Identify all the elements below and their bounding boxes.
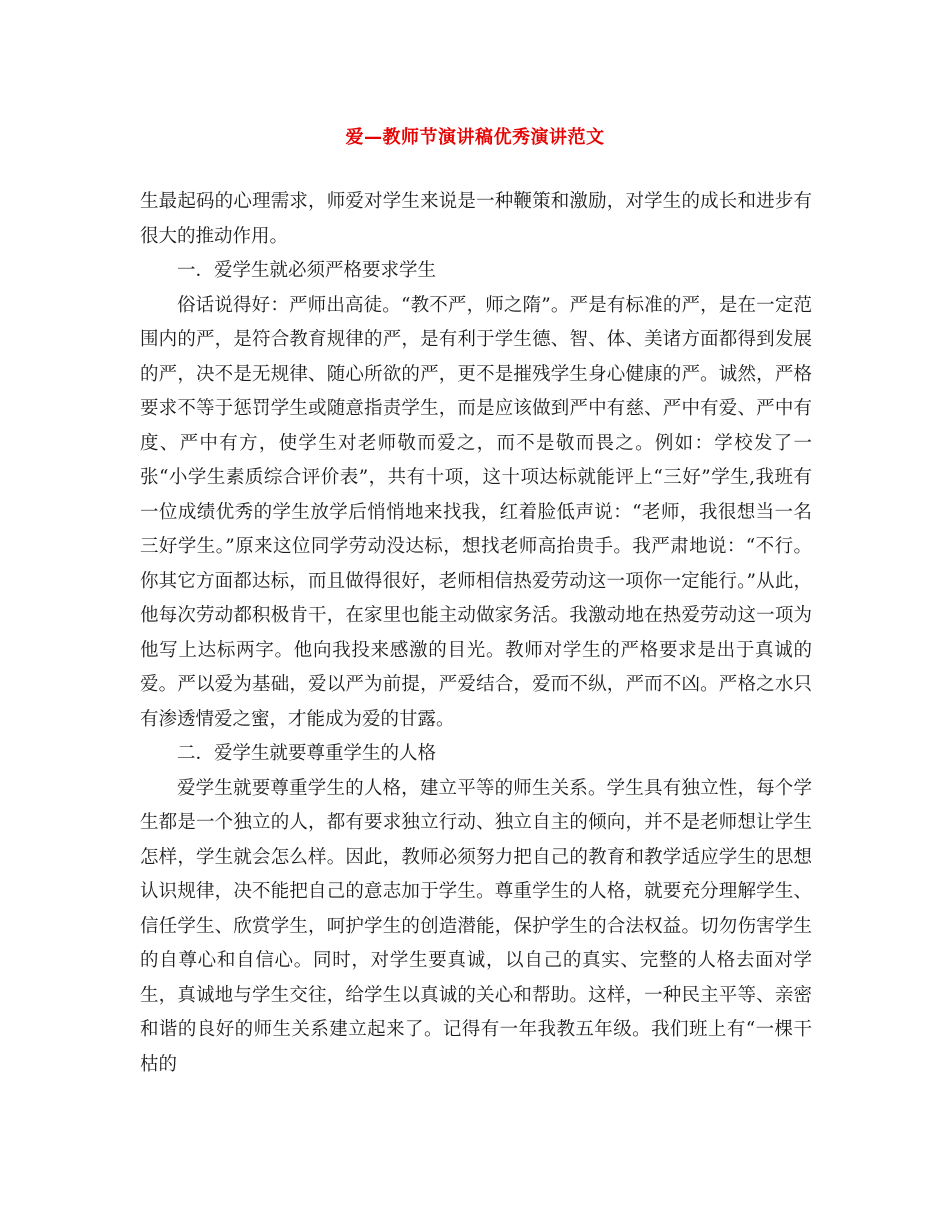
paragraph: 生最起码的心理需求，师爱对学生来说是一种鞭策和激励，对学生的成长和进步有很大的推动作用。 <box>140 191 812 247</box>
document-body <box>140 185 812 1082</box>
section-heading-2: 二．爱学生就要尊重学生的人格 <box>177 743 437 764</box>
section-heading-1: 一．爱学生就必须严格要求学生 <box>177 260 437 281</box>
paragraph: 俗话说得好：严师出高徒。“教不严，师之隋”。严是有标准的严，是在一定范围内的严，是符合教育规律的严，是有利于学生德、智、体、美诸方面都得到发展的严，决不是无规律、随心所欲的严，更不是摧残学生身心健康的严。诚然，严格要求不等于惩罚学生或随意指责学生，而是应该做到严中有慈、严中有爱、严中有度、严中有方，使学生对老师敬而爱之，而不是敬而畏之。例如：学校发了一张“小学生素质综合评价表”，共有十项，这十项达标就能评上“三好”学生,我班有一位成绩优秀的学生放学后悄悄地来找我，红着脸低声说：“老师，我很想当一名三好学生。”原来这位同学劳动没达标，想找老师高抬贵手。我严肃地说：“不行。你其它方面都达标，而且做得很好，老师相信热爱劳动这一项你一定能行。”从此，他每次劳动都积极肯干，在家里也能主动做家务活。我激动地在热爱劳动这一项为他写上达标两字。他向我投来感激的目光。教师对学生的严格要求是出于真诚的爱。严以爱为基础，爱以严为前提，严爱结合，爱而不纵，严而不凶。严格之水只有渗透情爱之蜜，才能成为爱的甘露。 <box>140 294 812 730</box>
document-title: 爱—教师节演讲稿优秀演讲范文 <box>345 127 605 148</box>
paragraph: 爱学生就要尊重学生的人格，建立平等的师生关系。学生具有独立性，每个学生都是一个独立的人，都有要求独立行动、独立自主的倾向，并不是老师想让学生怎样，学生就会怎么样。因此，教师必须努力把自己的教育和教学适应学生的思想认识规律，决不能把自己的意志加于学生。尊重学生的人格，就要充分理解学生、信任学生、欣赏学生，呵护学生的创造潜能，保护学生的合法权益。切勿伤害学生的自尊心和自信心。同时，对学生要真诚，以自己的真实、完整的人格去面对学生，真诚地与学生交往，给学生以真诚的关心和帮助。这样，一种民主平等、亲密和谐的良好的师生关系建立起来了。记得有一年我教五年级。我们班上有“一棵干枯的 <box>140 777 812 1075</box>
